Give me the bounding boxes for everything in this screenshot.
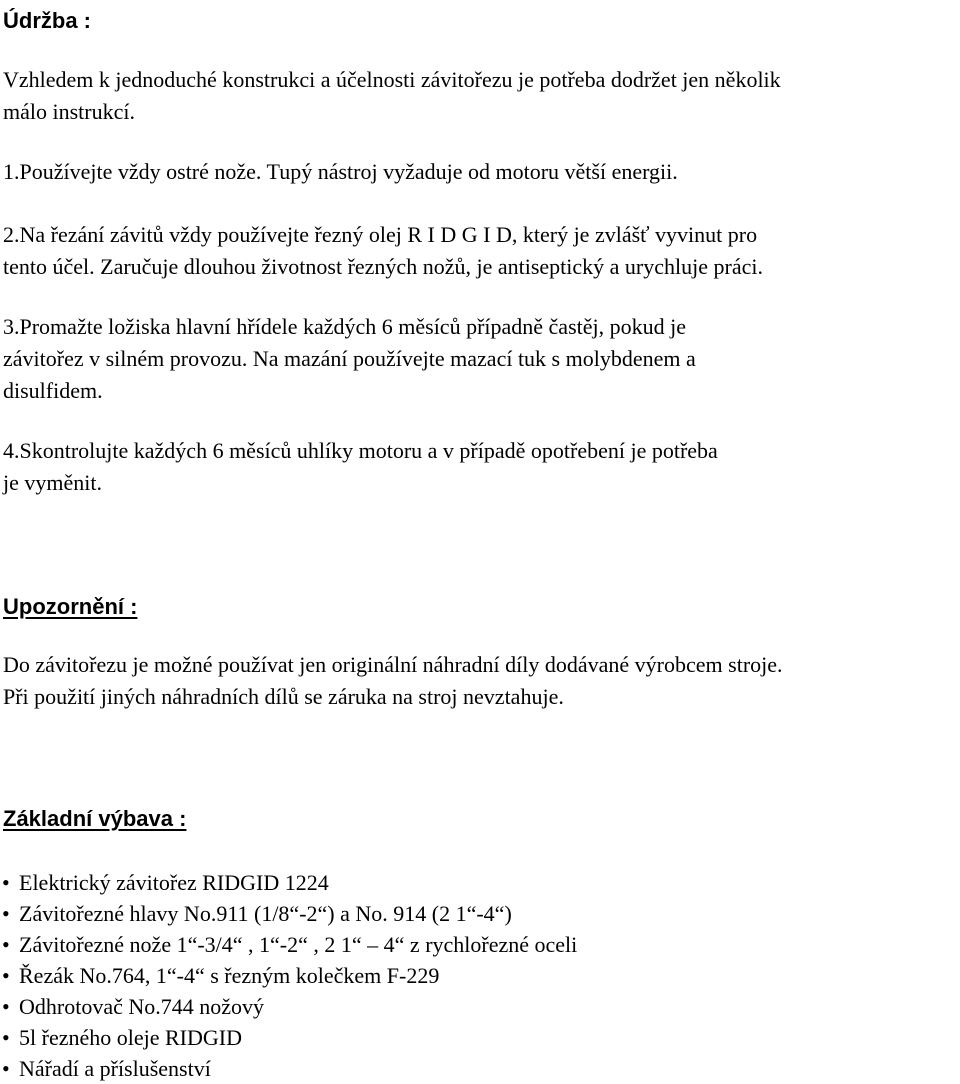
warning-text <box>3 649 958 713</box>
warning-text-line: Do závitořezu je možné používat jen originální náhradní díly dodávané výrobcem stroje. <box>3 652 783 677</box>
maintenance-heading: Údržba : <box>3 8 91 33</box>
bullet-icon: • <box>2 870 10 895</box>
equipment-item-text: Závitořezné hlavy No.911 (1/8“-2“) a No. 914 (2 1“-4“) <box>19 901 512 926</box>
warning-text-line: Při použití jiných náhradních dílů se záruka na stroj nevztahuje. <box>3 684 564 709</box>
bullet-icon: • <box>2 1056 10 1081</box>
equipment-item-text: Elektrický závitořez RIDGID 1224 <box>19 870 329 895</box>
maintenance-item-4-line: 4.Skontrolujte každých 6 měsíců uhlíky motoru a v případě opotřebení je potřeba <box>3 438 718 463</box>
equipment-item-text: Odhrotovač No.744 nožový <box>19 994 265 1019</box>
maintenance-item-3 <box>3 311 958 407</box>
maintenance-intro <box>3 64 958 128</box>
equipment-item-text: Nářadí a příslušenství <box>19 1056 211 1081</box>
equipment-item-text: Řezák No.764, 1“-4“ s řezným kolečkem F-229 <box>19 963 440 988</box>
maintenance-item-2-line: 2.Na řezání závitů vždy používejte řezný olej R I D G I D, který je zvlášť vyvinut pro <box>3 222 758 247</box>
equipment-item-text: 5l řezného oleje RIDGID <box>19 1025 242 1050</box>
equipment-list <box>0 867 577 1084</box>
maintenance-item-1-line: 1.Používejte vždy ostré nože. Tupý nástroj vyžaduje od motoru větší energii. <box>3 159 678 184</box>
maintenance-item-3-line: závitořez v silném provozu. Na mazání používejte mazací tuk s molybdenem a <box>3 346 696 371</box>
maintenance-item-3-line: 3.Promažte ložiska hlavní hřídele každých 6 měsíců případně častěj, pokud je <box>3 314 686 339</box>
maintenance-item-2 <box>3 219 958 283</box>
bullet-icon: • <box>2 1025 10 1050</box>
bullet-icon: • <box>2 932 10 957</box>
maintenance-item-4 <box>3 435 958 499</box>
maintenance-intro-line: Vzhledem k jednoduché konstrukci a účelnosti závitořezu je potřeba dodržet jen několik <box>3 67 781 92</box>
maintenance-item-1 <box>3 156 958 188</box>
maintenance-item-2-line: tento účel. Zaručuje dlouhou životnost řezných nožů, je antiseptický a urychluje práci. <box>3 254 763 279</box>
equipment-list-item <box>0 1022 577 1053</box>
equipment-list-item <box>0 991 577 1022</box>
equipment-item-text: Závitořezné nože 1“-3/4“ , 1“-2“ , 2 1“ – 4“ z rychlořezné oceli <box>19 932 578 957</box>
maintenance-item-3-line: disulfidem. <box>3 378 103 403</box>
bullet-icon: • <box>2 994 10 1019</box>
equipment-heading: Základní výbava : <box>3 806 187 831</box>
bullet-icon: • <box>2 901 10 926</box>
equipment-list-item <box>0 929 577 960</box>
warning-heading: Upozornění : <box>3 594 138 619</box>
bullet-icon: • <box>2 963 10 988</box>
equipment-list-item <box>0 867 577 898</box>
equipment-list-item <box>0 1053 577 1084</box>
maintenance-intro-line: málo instrukcí. <box>3 99 135 124</box>
maintenance-item-4-line: je vyměnit. <box>3 470 102 495</box>
equipment-list-item <box>0 960 577 991</box>
equipment-list-item <box>0 898 577 929</box>
